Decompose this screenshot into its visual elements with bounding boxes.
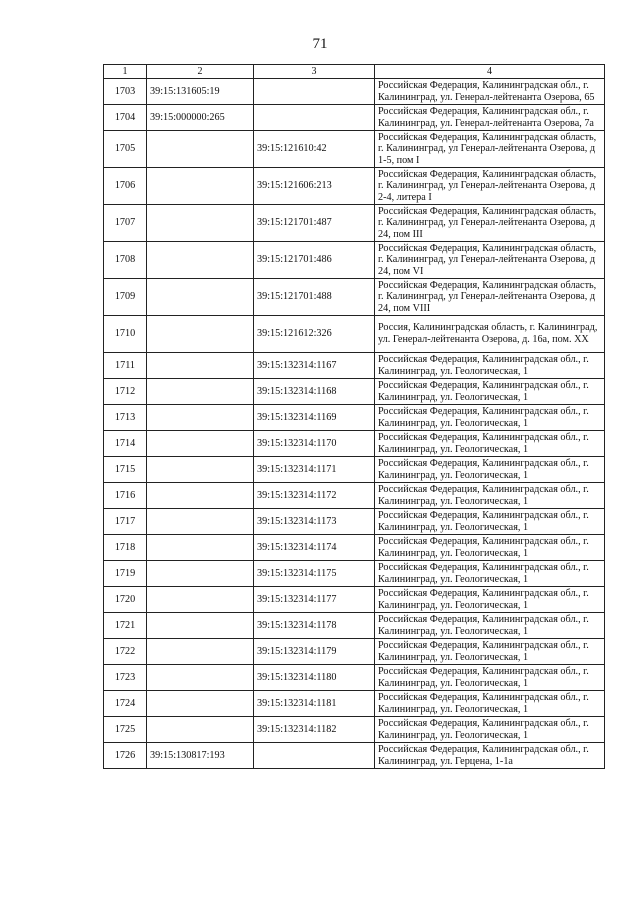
column-header: 3 <box>254 65 375 79</box>
row-number-cell: 1711 <box>104 353 147 379</box>
row-number-cell: 1716 <box>104 483 147 509</box>
address-cell: Российская Федерация, Калининградская обл., г. Калининград, ул. Геологическая, 1 <box>375 613 605 639</box>
address-cell: Россия, Калининградская область, г. Калининград, ул. Генерал-лейтенанта Озерова, д. 16а, пом. XX <box>375 316 605 353</box>
row-number-cell: 1718 <box>104 535 147 561</box>
building-cadastral-number-cell: 39:15:132314:1175 <box>254 561 375 587</box>
row-number-cell: 1717 <box>104 509 147 535</box>
row-number-cell: 1724 <box>104 691 147 717</box>
building-cadastral-number-cell: 39:15:132314:1167 <box>254 353 375 379</box>
row-number-cell: 1703 <box>104 79 147 105</box>
row-number-cell: 1707 <box>104 205 147 242</box>
land-cadastral-number-cell <box>147 431 254 457</box>
table-row <box>104 379 605 405</box>
building-cadastral-number-cell: 39:15:132314:1181 <box>254 691 375 717</box>
column-header: 2 <box>147 65 254 79</box>
building-cadastral-number-cell: 39:15:121701:486 <box>254 242 375 279</box>
table-row <box>104 613 605 639</box>
table-row <box>104 587 605 613</box>
address-cell: Российская Федерация, Калининградская обл., г. Калининград, ул. Геологическая, 1 <box>375 509 605 535</box>
land-cadastral-number-cell <box>147 316 254 353</box>
table-row <box>104 79 605 105</box>
row-number-cell: 1705 <box>104 131 147 168</box>
building-cadastral-number-cell: 39:15:121612:326 <box>254 316 375 353</box>
row-number-cell: 1720 <box>104 587 147 613</box>
address-cell: Российская Федерация, Калининградская обл., г. Калининград, ул. Геологическая, 1 <box>375 535 605 561</box>
table-row <box>104 168 605 205</box>
address-cell: Российская Федерация, Калининградская область, г. Калининград, ул Генерал-лейтенанта Озерова, д 24, пом III <box>375 205 605 242</box>
row-number-cell: 1714 <box>104 431 147 457</box>
building-cadastral-number-cell: 39:15:132314:1171 <box>254 457 375 483</box>
building-cadastral-number-cell: 39:15:121701:487 <box>254 205 375 242</box>
building-cadastral-number-cell: 39:15:132314:1168 <box>254 379 375 405</box>
header-row <box>104 65 605 79</box>
building-cadastral-number-cell: 39:15:132314:1182 <box>254 717 375 743</box>
building-cadastral-number-cell: 39:15:132314:1177 <box>254 587 375 613</box>
table-row <box>104 535 605 561</box>
building-cadastral-number-cell: 39:15:132314:1174 <box>254 535 375 561</box>
building-cadastral-number-cell <box>254 79 375 105</box>
land-cadastral-number-cell <box>147 353 254 379</box>
row-number-cell: 1725 <box>104 717 147 743</box>
address-cell: Российская Федерация, Калининградская область, г. Калининград, ул Генерал-лейтенанта Озерова, д 2-4, литера I <box>375 168 605 205</box>
address-cell: Российская Федерация, Калининградская обл., г. Калининград, ул. Генерал-лейтенанта Озерова, 65 <box>375 79 605 105</box>
land-cadastral-number-cell <box>147 587 254 613</box>
address-cell: Российская Федерация, Калининградская обл., г. Калининград, ул. Герцена, 1-1а <box>375 743 605 769</box>
table-row <box>104 717 605 743</box>
table-row <box>104 665 605 691</box>
address-cell: Российская Федерация, Калининградская обл., г. Калининград, ул. Геологическая, 1 <box>375 587 605 613</box>
table-body <box>104 79 605 769</box>
row-number-cell: 1704 <box>104 105 147 131</box>
land-cadastral-number-cell: 39:15:130817:193 <box>147 743 254 769</box>
table-row <box>104 639 605 665</box>
address-cell: Российская Федерация, Калининградская обл., г. Калининград, ул. Генерал-лейтенанта Озерова, 7а <box>375 105 605 131</box>
land-cadastral-number-cell: 39:15:000000:265 <box>147 105 254 131</box>
land-cadastral-number-cell <box>147 168 254 205</box>
table-row <box>104 743 605 769</box>
row-number-cell: 1722 <box>104 639 147 665</box>
land-cadastral-number-cell <box>147 535 254 561</box>
land-cadastral-number-cell <box>147 405 254 431</box>
row-number-cell: 1710 <box>104 316 147 353</box>
address-cell: Российская Федерация, Калининградская обл., г. Калининград, ул. Геологическая, 1 <box>375 379 605 405</box>
table-row <box>104 242 605 279</box>
table-row <box>104 405 605 431</box>
row-number-cell: 1723 <box>104 665 147 691</box>
address-cell: Российская Федерация, Калининградская обл., г. Калининград, ул. Геологическая, 1 <box>375 561 605 587</box>
building-cadastral-number-cell: 39:15:121606:213 <box>254 168 375 205</box>
land-cadastral-number-cell <box>147 717 254 743</box>
row-number-cell: 1721 <box>104 613 147 639</box>
land-cadastral-number-cell <box>147 483 254 509</box>
registry-table <box>103 64 605 769</box>
land-cadastral-number-cell <box>147 691 254 717</box>
table-row <box>104 205 605 242</box>
land-cadastral-number-cell <box>147 242 254 279</box>
land-cadastral-number-cell <box>147 561 254 587</box>
building-cadastral-number-cell: 39:15:132314:1172 <box>254 483 375 509</box>
row-number-cell: 1708 <box>104 242 147 279</box>
building-cadastral-number-cell <box>254 743 375 769</box>
address-cell: Российская Федерация, Калининградская обл., г. Калининград, ул. Геологическая, 1 <box>375 483 605 509</box>
row-number-cell: 1713 <box>104 405 147 431</box>
table-row <box>104 509 605 535</box>
land-cadastral-number-cell <box>147 457 254 483</box>
table-row <box>104 279 605 316</box>
land-cadastral-number-cell <box>147 509 254 535</box>
building-cadastral-number-cell: 39:15:132314:1178 <box>254 613 375 639</box>
address-cell: Российская Федерация, Калининградская область, г. Калининград, ул Генерал-лейтенанта Озерова, д 24, пом VI <box>375 242 605 279</box>
table-row <box>104 431 605 457</box>
table-row <box>104 353 605 379</box>
column-header: 1 <box>104 65 147 79</box>
column-header: 4 <box>375 65 605 79</box>
building-cadastral-number-cell: 39:15:132314:1180 <box>254 665 375 691</box>
table-row <box>104 105 605 131</box>
row-number-cell: 1715 <box>104 457 147 483</box>
row-number-cell: 1726 <box>104 743 147 769</box>
address-cell: Российская Федерация, Калининградская обл., г. Калининград, ул. Геологическая, 1 <box>375 353 605 379</box>
building-cadastral-number-cell: 39:15:121610:42 <box>254 131 375 168</box>
address-cell: Российская Федерация, Калининградская обл., г. Калининград, ул. Геологическая, 1 <box>375 717 605 743</box>
address-cell: Российская Федерация, Калининградская обл., г. Калининград, ул. Геологическая, 1 <box>375 405 605 431</box>
building-cadastral-number-cell: 39:15:132314:1169 <box>254 405 375 431</box>
building-cadastral-number-cell: 39:15:132314:1170 <box>254 431 375 457</box>
table-row <box>104 316 605 353</box>
row-number-cell: 1706 <box>104 168 147 205</box>
land-cadastral-number-cell <box>147 665 254 691</box>
row-number-cell: 1719 <box>104 561 147 587</box>
land-cadastral-number-cell <box>147 639 254 665</box>
table-row <box>104 457 605 483</box>
address-cell: Российская Федерация, Калининградская обл., г. Калининград, ул. Геологическая, 1 <box>375 665 605 691</box>
address-cell: Российская Федерация, Калининградская область, г. Калининград, ул Генерал-лейтенанта Озерова, д 1-5, пом I <box>375 131 605 168</box>
land-cadastral-number-cell: 39:15:131605:19 <box>147 79 254 105</box>
table-row <box>104 691 605 717</box>
table-row <box>104 131 605 168</box>
page-number: 71 <box>312 36 328 52</box>
land-cadastral-number-cell <box>147 613 254 639</box>
address-cell: Российская Федерация, Калининградская область, г. Калининград, ул Генерал-лейтенанта Озерова, д 24, пом VIII <box>375 279 605 316</box>
land-cadastral-number-cell <box>147 379 254 405</box>
land-cadastral-number-cell <box>147 131 254 168</box>
building-cadastral-number-cell: 39:15:132314:1179 <box>254 639 375 665</box>
address-cell: Российская Федерация, Калининградская обл., г. Калининград, ул. Геологическая, 1 <box>375 639 605 665</box>
address-cell: Российская Федерация, Калининградская обл., г. Калининград, ул. Геологическая, 1 <box>375 431 605 457</box>
land-cadastral-number-cell <box>147 279 254 316</box>
row-number-cell: 1709 <box>104 279 147 316</box>
table-row <box>104 483 605 509</box>
address-cell: Российская Федерация, Калининградская обл., г. Калининград, ул. Геологическая, 1 <box>375 457 605 483</box>
land-cadastral-number-cell <box>147 205 254 242</box>
building-cadastral-number-cell: 39:15:121701:488 <box>254 279 375 316</box>
address-cell: Российская Федерация, Калининградская обл., г. Калининград, ул. Геологическая, 1 <box>375 691 605 717</box>
building-cadastral-number-cell: 39:15:132314:1173 <box>254 509 375 535</box>
table-row <box>104 561 605 587</box>
row-number-cell: 1712 <box>104 379 147 405</box>
building-cadastral-number-cell <box>254 105 375 131</box>
